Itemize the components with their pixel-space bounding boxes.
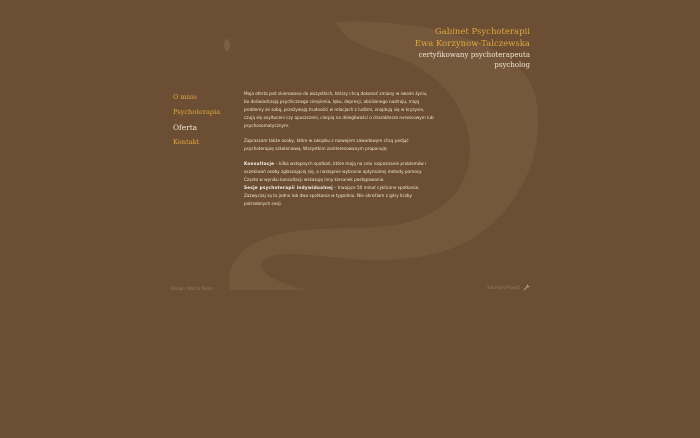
main-nav [173, 90, 220, 150]
footer-project-credit[interactable] [487, 284, 530, 291]
therapist-name: Ewa Korzynow-Talczewska [414, 39, 530, 49]
sessions-paragraph [244, 184, 434, 208]
footer-design-credit[interactable]: Design: Martin Pinter [171, 286, 214, 291]
office-name: Gabinet Psychoterapii [434, 27, 530, 37]
intro-paragraph: Moja oferta jest skierowana do wszystkich, którzy chcą dokonać zmiany w swoim życiu, bo doświadczają psychicznego cierpienia, lęku, depresji, obniżonego nastroju, mają problemy ze sobą, przeżywają trudności w relacjach z ludźmi, znajdują się w kryzysie, czują się osyltuceni czy opuszczeni, cierpią na dolegliwości o charakterze nerwicowym lub psychosomatycznym. [244, 91, 434, 128]
therapist-title: certyfikowany psychoterapeuta [418, 51, 530, 59]
invite-paragraph: Zapraszam także osoby, które w związku z rozwojem zawodowym chcą podjąć psychoterapię szkoleniową. Wszystkim zainteresowanym proponuję: [244, 138, 409, 151]
sessions-title: Sesje psychoterapii indywidualnej [244, 185, 333, 190]
consultations-text: – kilka wstępnych spotkań, które mają na celu rozpoznanie problemów i oczekiwań osoby zgłaszającej się, a następnie wybranie optymalnej metody pomocy. Często w wyniku konsultacji wskazuję inny kierunek postępowania. [244, 161, 427, 182]
main-content [244, 90, 434, 215]
nav-item-o-mnie[interactable]: O mnie [173, 93, 198, 101]
nav-item-kontakt[interactable]: Kontakt [173, 138, 200, 146]
wrench-icon [523, 284, 530, 291]
nav-item-oferta[interactable]: Oferta [173, 123, 198, 132]
footer-project-label: Set Point Project [487, 285, 520, 290]
sessions-text: – trwające 50 minut cykliczne spotkania. Zazwyczaj są to jedno lub dwa spotkania w tygodniu. Nie określam z góry liczby potrzebnych sesji. [244, 185, 420, 206]
consultations-title: Konsultacje [244, 161, 275, 166]
nav-item-psychoterapia[interactable]: Psychoterapia [173, 108, 221, 116]
therapist-profession: psycholog [494, 61, 530, 69]
site-header [415, 26, 530, 70]
consultations-paragraph [244, 160, 434, 184]
